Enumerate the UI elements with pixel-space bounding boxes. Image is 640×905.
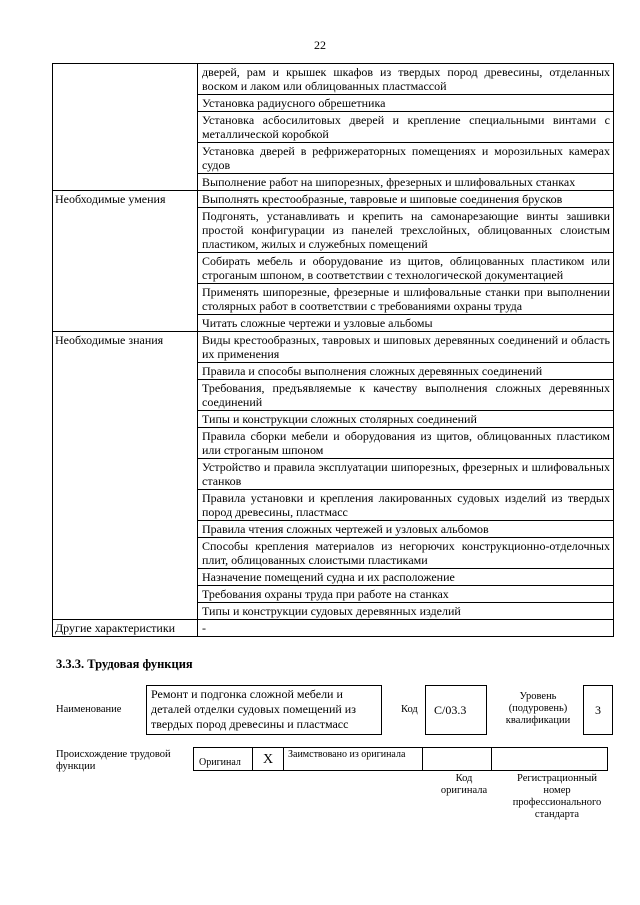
row-text: Требования, предъявляемые к качеству выполнения сложных деревянных соединений — [198, 380, 614, 411]
table-row — [53, 521, 614, 538]
row-category — [53, 521, 198, 538]
row-category — [53, 95, 198, 112]
row-category — [53, 284, 198, 315]
level-box: 3 — [583, 685, 613, 735]
row-text: Назначение помещений судна и их расположение — [198, 569, 614, 586]
code-original-cell — [423, 748, 492, 770]
row-category — [53, 112, 198, 143]
table-row — [53, 284, 614, 315]
row-text: Применять шипорезные, фрезерные и шлифовальные станки при выполнении столярных работ в соответствии с требованиями охраны труда — [198, 284, 614, 315]
row-category — [53, 603, 198, 620]
row-category: Необходимые умения — [53, 191, 198, 208]
row-text: Типы и конструкции судовых деревянных изделий — [198, 603, 614, 620]
row-text: Установка дверей в рефрижераторных помещениях и морозильных камерах судов — [198, 143, 614, 174]
row-category — [53, 253, 198, 284]
row-category — [53, 64, 198, 95]
row-category — [53, 490, 198, 521]
row-text: Способы крепления материалов из негорючих конструкционно-отделочных плит, облицованных слоистыми пластиками — [198, 538, 614, 569]
borrowed-label: Заимствовано из оригинала — [284, 748, 423, 770]
table-row — [53, 380, 614, 411]
table-row — [53, 490, 614, 521]
row-text: Собирать мебель и оборудование из щитов, облицованных пластиком или строганым шпоном, в соответствии с технологической документацией — [198, 253, 614, 284]
original-mark: X — [253, 748, 284, 770]
code-box: C/03.3 — [425, 685, 487, 735]
name-label: Наименование — [56, 704, 122, 715]
table-row — [53, 253, 614, 284]
table-row — [53, 191, 614, 208]
row-category — [53, 363, 198, 380]
row-text: дверей, рам и крышек шкафов из твердых пород древесины, отделанных воском и лаком или облицованных пластмассой — [198, 64, 614, 95]
section-title: 3.3.3. Трудовая функция — [56, 657, 193, 671]
row-text: Выполнение работ на шипорезных, фрезерных и шлифовальных станках — [198, 174, 614, 191]
table-row — [53, 143, 614, 174]
row-category — [53, 380, 198, 411]
row-category — [53, 411, 198, 428]
row-category: Другие характеристики — [53, 620, 198, 637]
row-text: Установка радиусного обрешетника — [198, 95, 614, 112]
row-text: Установка асбосилитовых дверей и крепление специальными винтами с металлической коробкой — [198, 112, 614, 143]
row-category — [53, 569, 198, 586]
table-row — [53, 208, 614, 253]
row-text: Требования охраны труда при работе на станках — [198, 586, 614, 603]
row-text: Выполнять крестообразные, тавровые и шиповые соединения брусков — [198, 191, 614, 208]
origin-label: Происхождение трудовой функции — [56, 749, 171, 772]
table-row — [53, 95, 614, 112]
origin-row — [193, 747, 608, 771]
table-row — [53, 538, 614, 569]
table-row — [53, 174, 614, 191]
table-row — [53, 569, 614, 586]
row-category — [53, 143, 198, 174]
table-row — [53, 603, 614, 620]
row-category — [53, 428, 198, 459]
row-text: Устройство и правила эксплуатации шипорезных, фрезерных и шлифовальных станков — [198, 459, 614, 490]
row-category: Необходимые знания — [53, 332, 198, 363]
reg-number-cell — [492, 748, 607, 770]
table-row — [53, 620, 614, 637]
row-text: Читать сложные чертежи и узловые альбомы — [198, 315, 614, 332]
row-text: Правила установки и крепления лакированных судовых изделий из твердых пород древесины, пластмасс — [198, 490, 614, 521]
table-row — [53, 411, 614, 428]
row-category — [53, 208, 198, 253]
row-text: Подгонять, устанавливать и крепить на самонарезающие винты зашивки простой конфигурации из панелей трехслойных, облицованных слоистым пластиком, жилых и служебных помещений — [198, 208, 614, 253]
table-row — [53, 112, 614, 143]
row-text: Правила и способы выполнения сложных деревянных соединений — [198, 363, 614, 380]
table-row — [53, 332, 614, 363]
row-category — [53, 538, 198, 569]
reg-number-label: Регистрационный номер профессионального стандарта — [512, 773, 602, 820]
skills-table — [52, 63, 614, 637]
original-label: Оригинал — [194, 748, 253, 770]
table-row — [53, 363, 614, 380]
function-name-box: Ремонт и подгонка сложной мебели и деталей отделки судовых помещений из твердых пород древесины и пластмасс — [146, 685, 382, 735]
row-text: Виды крестообразных, тавровых и шиповых деревянных соединений и область их применения — [198, 332, 614, 363]
table-row — [53, 64, 614, 95]
row-category — [53, 174, 198, 191]
table-row — [53, 428, 614, 459]
row-text: Типы и конструкции сложных столярных соединений — [198, 411, 614, 428]
row-category — [53, 315, 198, 332]
row-category — [53, 459, 198, 490]
row-text: Правила сборки мебели и оборудования из щитов, облицованных пластиком или строганым шпоном — [198, 428, 614, 459]
level-label: Уровень (подуровень) квалификации — [505, 691, 571, 726]
table-row — [53, 315, 614, 332]
code-label: Код — [401, 704, 418, 715]
table-row — [53, 459, 614, 490]
row-text: Правила чтения сложных чертежей и узловых альбомов — [198, 521, 614, 538]
row-text: - — [198, 620, 614, 637]
row-category — [53, 586, 198, 603]
code-original-label: Код оригинала — [440, 773, 488, 796]
table-row — [53, 586, 614, 603]
page-number: 22 — [314, 38, 326, 52]
